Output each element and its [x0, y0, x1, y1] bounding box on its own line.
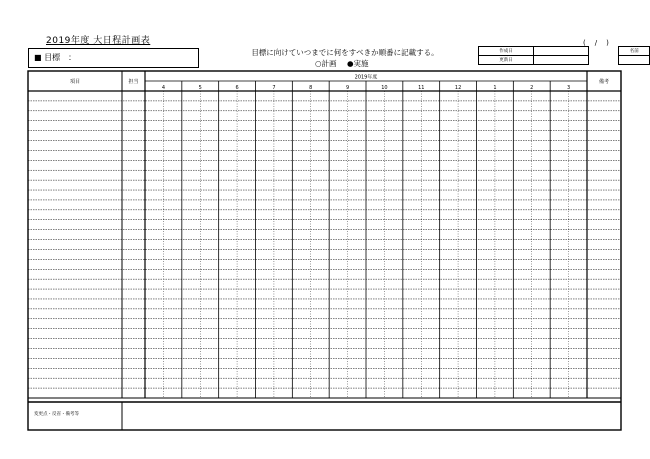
created-label: 作成日 [479, 47, 534, 56]
name-label: 名前 [619, 47, 650, 56]
month-header-4: 4 [161, 85, 166, 91]
instruction-text: 目標に向けていつまでに何をすべきか順番に記載する。 [251, 48, 439, 57]
footer-label: 変更点・反省・備考等 [34, 412, 79, 417]
month-header-3: 3 [566, 85, 571, 91]
month-header-9: 9 [345, 85, 350, 91]
month-header-10: 10 [381, 85, 388, 91]
col-owner-header: 担当 [128, 79, 139, 85]
legend-actual: ●実施 [346, 59, 369, 68]
legend-plan: ○計画 [315, 59, 337, 68]
year-header: 2019年度 [354, 74, 378, 81]
month-header-8: 8 [309, 85, 313, 91]
page-number: ( / ) [583, 39, 610, 47]
col-item-header: 項目 [69, 79, 81, 85]
col-notes-header: 備考 [598, 79, 610, 85]
updated-label: 更新日 [479, 56, 534, 65]
table-frame [28, 71, 621, 430]
month-header-6: 6 [235, 85, 239, 91]
month-header-12: 12 [454, 85, 462, 91]
document-title: 2019年度 大日程計画表 [46, 36, 151, 46]
month-header-7: 7 [272, 85, 276, 91]
goal-label: ■ 目標 ： [34, 53, 77, 62]
month-header-1: 1 [493, 85, 497, 91]
month-header-2: 2 [530, 85, 534, 91]
month-header-5: 5 [198, 85, 202, 91]
month-header-11: 11 [418, 85, 425, 91]
